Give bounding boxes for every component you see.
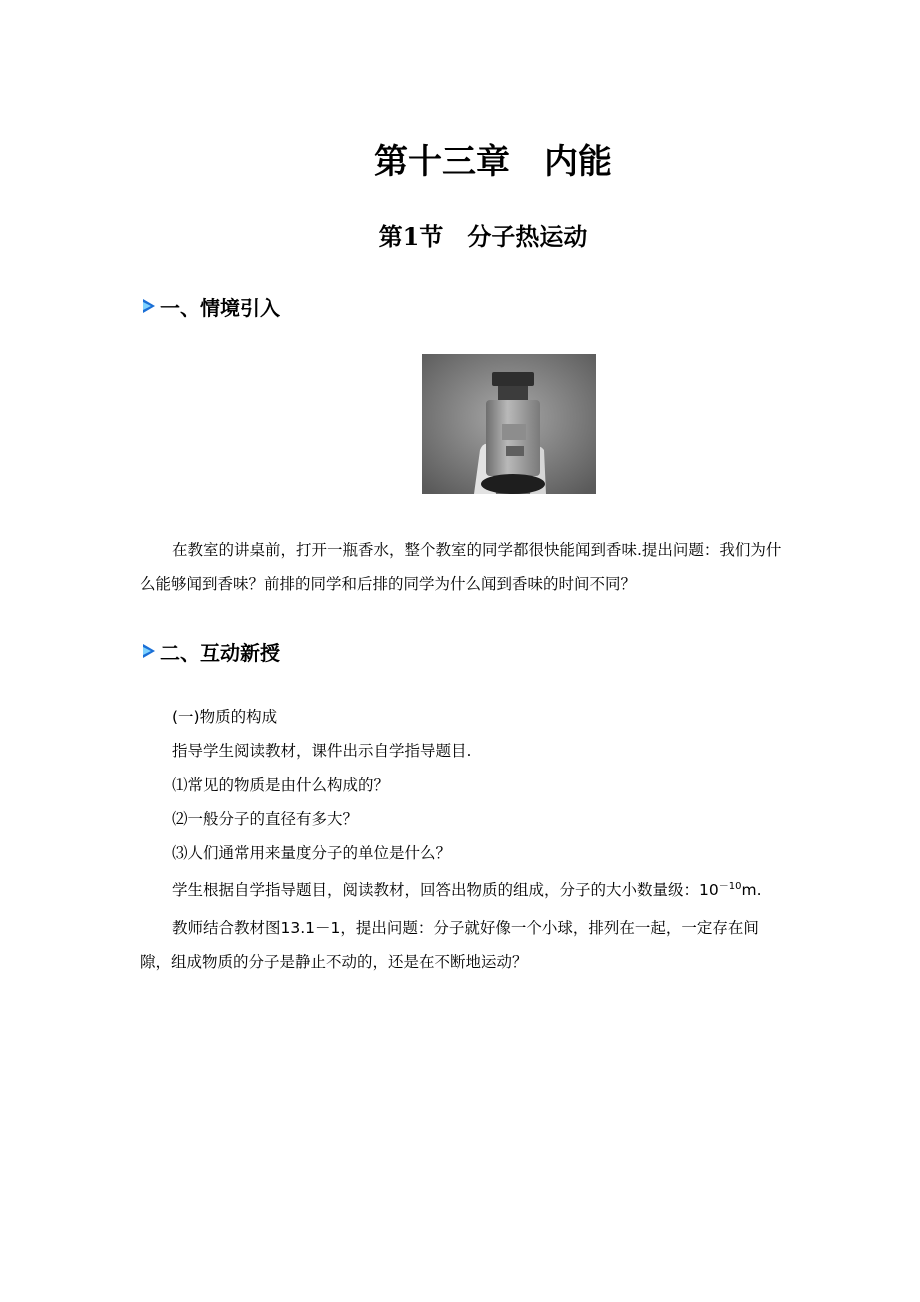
section-heading-interactive [140,636,280,666]
intro-paragraph-text: 在教室的讲桌前，打开一瓶香水，整个教室的同学都很快能闻到香味.提出问题：我们为什么能够闻到香味？前排的同学和后排的同学为什么闻到香味的时间不同？ [140,541,782,593]
section-heading-intro-label: 一、情境引入 [160,295,280,320]
arrow-marker-icon [140,642,158,660]
section-heading-intro [140,291,280,321]
arrow-marker-icon [140,297,158,315]
section-heading-interactive-label: 二、互动新授 [160,640,280,665]
answer-exponent: －10 [718,881,742,892]
question-2: ⑵一般分子的直径有多大？ [172,810,359,828]
intro-paragraph [140,533,786,601]
closing-paragraph [140,911,786,979]
chapter-title: 第十三章 内能 [374,142,612,182]
answer-unit: m. [741,881,762,899]
answer-text: 学生根据自学指导题目，阅读教材，回答出物质的组成，分子的大小数量级： [172,881,700,899]
question-3: ⑶人们通常用来量度分子的单位是什么？ [172,844,452,862]
perfume-bottle-photo [422,354,596,494]
answer-line [172,876,762,901]
guidance-line: 指导学生阅读教材，课件出示自学指导题目. [172,742,472,760]
section-title: 第1节 分子热运动 [378,222,588,251]
closing-paragraph-text: 教师结合教材图13.1－1，提出问题：分子就好像一个小球，排列在一起，一定存在间隙，组成物质的分子是静止不动的，还是在不断地运动？ [140,919,759,971]
subheading-matter-composition: (一)物质的构成 [172,708,278,726]
answer-base: 10 [699,881,719,899]
question-1: ⑴常见的物质是由什么构成的？ [172,776,390,794]
